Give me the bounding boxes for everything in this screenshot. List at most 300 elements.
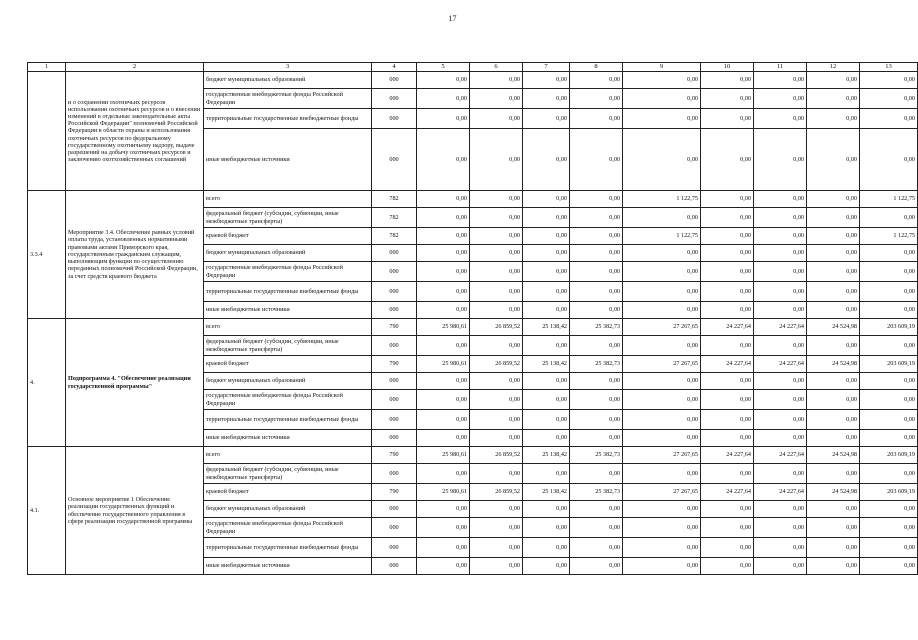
table-body bbox=[28, 72, 918, 575]
funding-source: краевой бюджет bbox=[204, 356, 372, 373]
amount-cell: 0,00 bbox=[470, 129, 523, 191]
amount-cell: 0,00 bbox=[523, 262, 570, 282]
amount-cell: 0,00 bbox=[470, 109, 523, 129]
amount-cell: 0,00 bbox=[701, 302, 754, 319]
amount-cell: 24 227,64 bbox=[701, 484, 754, 501]
amount-cell: 0,00 bbox=[701, 89, 754, 109]
amount-cell: 0,00 bbox=[860, 72, 918, 89]
amount-cell: 0,00 bbox=[623, 464, 701, 484]
amount-cell: 0,00 bbox=[754, 336, 807, 356]
column-header-13: 13 bbox=[860, 63, 918, 72]
amount-cell: 0,00 bbox=[417, 262, 470, 282]
budget-code: 790 bbox=[372, 356, 417, 373]
amount-cell: 0,00 bbox=[417, 282, 470, 302]
amount-cell: 0,00 bbox=[570, 558, 623, 575]
amount-cell: 0,00 bbox=[417, 410, 470, 430]
funding-source: территориальные государственные внебюджетные фонды bbox=[204, 109, 372, 129]
amount-cell: 0,00 bbox=[623, 430, 701, 447]
amount-cell: 24 227,64 bbox=[701, 356, 754, 373]
amount-cell: 0,00 bbox=[417, 109, 470, 129]
amount-cell: 0,00 bbox=[523, 129, 570, 191]
amount-cell: 0,00 bbox=[807, 501, 860, 518]
amount-cell: 25 382,73 bbox=[570, 447, 623, 464]
amount-cell: 0,00 bbox=[860, 390, 918, 410]
amount-cell: 1 122,75 bbox=[623, 191, 701, 208]
amount-cell: 0,00 bbox=[860, 558, 918, 575]
amount-cell: 0,00 bbox=[860, 129, 918, 191]
amount-cell: 0,00 bbox=[523, 410, 570, 430]
amount-cell: 0,00 bbox=[623, 410, 701, 430]
amount-cell: 0,00 bbox=[701, 373, 754, 390]
amount-cell: 0,00 bbox=[754, 245, 807, 262]
amount-cell: 24 227,64 bbox=[701, 447, 754, 464]
amount-cell: 0,00 bbox=[807, 191, 860, 208]
amount-cell: 0,00 bbox=[417, 373, 470, 390]
amount-cell: 26 859,52 bbox=[470, 484, 523, 501]
amount-cell: 0,00 bbox=[754, 410, 807, 430]
amount-cell: 203 609,19 bbox=[860, 319, 918, 336]
amount-cell: 0,00 bbox=[701, 191, 754, 208]
budget-code: 000 bbox=[372, 373, 417, 390]
amount-cell: 0,00 bbox=[860, 302, 918, 319]
budget-code: 000 bbox=[372, 518, 417, 538]
amount-cell: 0,00 bbox=[807, 430, 860, 447]
amount-cell: 25 980,61 bbox=[417, 484, 470, 501]
funding-source: территориальные государственные внебюджетные фонды bbox=[204, 538, 372, 558]
amount-cell: 0,00 bbox=[807, 72, 860, 89]
funding-source: краевой бюджет bbox=[204, 228, 372, 245]
amount-cell: 24 227,64 bbox=[754, 484, 807, 501]
amount-cell: 0,00 bbox=[807, 129, 860, 191]
budget-code: 000 bbox=[372, 464, 417, 484]
amount-cell: 0,00 bbox=[470, 89, 523, 109]
amount-cell: 0,00 bbox=[417, 129, 470, 191]
amount-cell: 0,00 bbox=[570, 464, 623, 484]
funding-source: всего bbox=[204, 447, 372, 464]
amount-cell: 0,00 bbox=[570, 208, 623, 228]
amount-cell: 0,00 bbox=[701, 518, 754, 538]
amount-cell: 1 122,75 bbox=[860, 191, 918, 208]
item-description: Основное мероприятие 1 Обеспечение реализации государственных функций и обеспечение государственного управления в сфере реализации государственной программы bbox=[66, 447, 204, 575]
amount-cell: 0,00 bbox=[860, 464, 918, 484]
amount-cell: 25 138,42 bbox=[523, 319, 570, 336]
amount-cell: 0,00 bbox=[470, 390, 523, 410]
amount-cell: 0,00 bbox=[623, 558, 701, 575]
amount-cell: 24 227,64 bbox=[754, 356, 807, 373]
amount-cell: 0,00 bbox=[470, 538, 523, 558]
amount-cell: 0,00 bbox=[754, 430, 807, 447]
amount-cell: 0,00 bbox=[470, 245, 523, 262]
amount-cell: 0,00 bbox=[807, 208, 860, 228]
amount-cell: 0,00 bbox=[470, 208, 523, 228]
amount-cell: 0,00 bbox=[570, 518, 623, 538]
amount-cell: 0,00 bbox=[417, 538, 470, 558]
amount-cell: 0,00 bbox=[754, 501, 807, 518]
amount-cell: 0,00 bbox=[570, 228, 623, 245]
funding-source: федеральный бюджет (субсидии, субвенции, иные межбюджетные трансферты) bbox=[204, 336, 372, 356]
amount-cell: 0,00 bbox=[860, 208, 918, 228]
funding-source: государственные внебюджетные фонды Российской Федерации bbox=[204, 518, 372, 538]
budget-code: 000 bbox=[372, 262, 417, 282]
amount-cell: 0,00 bbox=[570, 538, 623, 558]
amount-cell: 0,00 bbox=[417, 208, 470, 228]
amount-cell: 0,00 bbox=[623, 72, 701, 89]
amount-cell: 25 382,73 bbox=[570, 319, 623, 336]
amount-cell: 0,00 bbox=[570, 373, 623, 390]
funding-source: государственные внебюджетные фонды Российской Федерации bbox=[204, 390, 372, 410]
amount-cell: 0,00 bbox=[523, 538, 570, 558]
budget-code: 000 bbox=[372, 410, 417, 430]
amount-cell: 0,00 bbox=[807, 538, 860, 558]
column-header-7: 7 bbox=[523, 63, 570, 72]
amount-cell: 0,00 bbox=[523, 373, 570, 390]
amount-cell: 0,00 bbox=[523, 501, 570, 518]
amount-cell: 0,00 bbox=[623, 501, 701, 518]
column-header-11: 11 bbox=[754, 63, 807, 72]
funding-source: иные внебюджетные источники bbox=[204, 129, 372, 191]
table-row bbox=[28, 447, 918, 464]
amount-cell: 0,00 bbox=[623, 245, 701, 262]
amount-cell: 0,00 bbox=[807, 282, 860, 302]
budget-code: 000 bbox=[372, 558, 417, 575]
amount-cell: 0,00 bbox=[417, 390, 470, 410]
amount-cell: 25 382,73 bbox=[570, 356, 623, 373]
amount-cell: 0,00 bbox=[470, 282, 523, 302]
column-header-8: 8 bbox=[570, 63, 623, 72]
amount-cell: 0,00 bbox=[701, 336, 754, 356]
amount-cell: 0,00 bbox=[860, 410, 918, 430]
amount-cell: 0,00 bbox=[754, 72, 807, 89]
amount-cell: 0,00 bbox=[754, 109, 807, 129]
table-row bbox=[28, 319, 918, 336]
amount-cell: 0,00 bbox=[860, 262, 918, 282]
amount-cell: 0,00 bbox=[701, 538, 754, 558]
amount-cell: 0,00 bbox=[570, 282, 623, 302]
budget-code: 000 bbox=[372, 109, 417, 129]
amount-cell: 0,00 bbox=[754, 208, 807, 228]
amount-cell: 0,00 bbox=[417, 302, 470, 319]
item-index: 4.1. bbox=[28, 447, 66, 575]
amount-cell: 0,00 bbox=[623, 282, 701, 302]
amount-cell: 0,00 bbox=[523, 228, 570, 245]
amount-cell: 0,00 bbox=[623, 129, 701, 191]
amount-cell: 0,00 bbox=[470, 302, 523, 319]
funding-source: бюджет муниципальных образований bbox=[204, 245, 372, 262]
amount-cell: 0,00 bbox=[807, 245, 860, 262]
amount-cell: 0,00 bbox=[754, 558, 807, 575]
budget-code: 000 bbox=[372, 89, 417, 109]
item-description: и о сохранении охотничьих ресурсов использовании охотничьих ресурсов и о внесении изменений в отдельные законодательные акты Российской Федерации" полномочий Российской Федерации в области охраны и использования охотничьих ресурсов по федеральному государственному охотничьему надзору, выдаче разрешений на добычу охотничьих ресурсов и заключению охотхозяйственных соглашений bbox=[66, 72, 204, 191]
column-header-3: 3 bbox=[204, 63, 372, 72]
amount-cell: 1 122,75 bbox=[623, 228, 701, 245]
amount-cell: 26 859,52 bbox=[470, 356, 523, 373]
amount-cell: 0,00 bbox=[523, 191, 570, 208]
budget-code: 000 bbox=[372, 245, 417, 262]
budget-code: 790 bbox=[372, 319, 417, 336]
item-index: 3.3.4 bbox=[28, 191, 66, 319]
amount-cell: 0,00 bbox=[417, 501, 470, 518]
budget-code: 782 bbox=[372, 208, 417, 228]
header-row bbox=[28, 63, 918, 72]
amount-cell: 0,00 bbox=[807, 228, 860, 245]
amount-cell: 0,00 bbox=[417, 430, 470, 447]
funding-source: территориальные государственные внебюджетные фонды bbox=[204, 282, 372, 302]
budget-code: 000 bbox=[372, 501, 417, 518]
funding-source: бюджет муниципальных образований bbox=[204, 373, 372, 390]
budget-code: 000 bbox=[372, 336, 417, 356]
amount-cell: 0,00 bbox=[523, 72, 570, 89]
item-description: Подпрограмма 4. "Обеспечение реализации государственной программы" bbox=[66, 319, 204, 447]
amount-cell: 25 382,73 bbox=[570, 484, 623, 501]
amount-cell: 0,00 bbox=[470, 262, 523, 282]
amount-cell: 0,00 bbox=[701, 129, 754, 191]
amount-cell: 27 267,65 bbox=[623, 484, 701, 501]
amount-cell: 0,00 bbox=[754, 373, 807, 390]
amount-cell: 0,00 bbox=[754, 282, 807, 302]
amount-cell: 0,00 bbox=[623, 538, 701, 558]
budget-code: 790 bbox=[372, 484, 417, 501]
budget-code: 000 bbox=[372, 390, 417, 410]
amount-cell: 0,00 bbox=[860, 109, 918, 129]
amount-cell: 0,00 bbox=[754, 129, 807, 191]
column-header-1: 1 bbox=[28, 63, 66, 72]
amount-cell: 0,00 bbox=[470, 464, 523, 484]
amount-cell: 0,00 bbox=[523, 109, 570, 129]
amount-cell: 0,00 bbox=[701, 262, 754, 282]
amount-cell: 0,00 bbox=[523, 336, 570, 356]
amount-cell: 0,00 bbox=[701, 208, 754, 228]
amount-cell: 0,00 bbox=[523, 302, 570, 319]
amount-cell: 0,00 bbox=[860, 373, 918, 390]
amount-cell: 0,00 bbox=[701, 282, 754, 302]
amount-cell: 0,00 bbox=[523, 558, 570, 575]
funding-source: иные внебюджетные источники bbox=[204, 430, 372, 447]
amount-cell: 0,00 bbox=[807, 390, 860, 410]
amount-cell: 0,00 bbox=[701, 72, 754, 89]
amount-cell: 0,00 bbox=[570, 89, 623, 109]
funding-source: иные внебюджетные источники bbox=[204, 558, 372, 575]
amount-cell: 0,00 bbox=[807, 373, 860, 390]
amount-cell: 0,00 bbox=[470, 501, 523, 518]
amount-cell: 0,00 bbox=[701, 228, 754, 245]
amount-cell: 0,00 bbox=[623, 518, 701, 538]
budget-table bbox=[27, 62, 918, 575]
amount-cell: 0,00 bbox=[701, 390, 754, 410]
amount-cell: 0,00 bbox=[570, 72, 623, 89]
amount-cell: 0,00 bbox=[417, 518, 470, 538]
budget-code: 000 bbox=[372, 430, 417, 447]
amount-cell: 0,00 bbox=[860, 430, 918, 447]
budget-code: 000 bbox=[372, 72, 417, 89]
amount-cell: 24 524,98 bbox=[807, 319, 860, 336]
amount-cell: 0,00 bbox=[470, 518, 523, 538]
budget-code: 790 bbox=[372, 447, 417, 464]
amount-cell: 25 980,61 bbox=[417, 447, 470, 464]
funding-source: федеральный бюджет (субсидии, субвенции, иные межбюджетные трансферты) bbox=[204, 208, 372, 228]
amount-cell: 0,00 bbox=[860, 336, 918, 356]
amount-cell: 0,00 bbox=[807, 410, 860, 430]
page-number: 17 bbox=[448, 14, 457, 23]
amount-cell: 24 227,64 bbox=[701, 319, 754, 336]
amount-cell: 27 267,65 bbox=[623, 356, 701, 373]
item-description: Мероприятие 3.4. Обеспечение равных условий оплаты труда, установленных нормативными правовыми актами Приморского края, государственным гражданским служащим, выполняющим функции по осуществлению переданных полномочий Российской Федерации, за счет средств краевого бюджета bbox=[66, 191, 204, 319]
amount-cell: 25 138,42 bbox=[523, 484, 570, 501]
column-header-4: 4 bbox=[372, 63, 417, 72]
amount-cell: 0,00 bbox=[570, 430, 623, 447]
amount-cell: 0,00 bbox=[470, 228, 523, 245]
amount-cell: 0,00 bbox=[417, 558, 470, 575]
amount-cell: 0,00 bbox=[701, 558, 754, 575]
funding-source: краевой бюджет bbox=[204, 484, 372, 501]
amount-cell: 0,00 bbox=[570, 191, 623, 208]
amount-cell: 0,00 bbox=[754, 89, 807, 109]
amount-cell: 0,00 bbox=[417, 464, 470, 484]
amount-cell: 0,00 bbox=[807, 558, 860, 575]
amount-cell: 0,00 bbox=[754, 390, 807, 410]
amount-cell: 0,00 bbox=[417, 191, 470, 208]
amount-cell: 0,00 bbox=[754, 262, 807, 282]
amount-cell: 26 859,52 bbox=[470, 447, 523, 464]
amount-cell: 0,00 bbox=[623, 262, 701, 282]
item-index bbox=[28, 72, 66, 191]
item-index: 4. bbox=[28, 319, 66, 447]
amount-cell: 24 227,64 bbox=[754, 447, 807, 464]
amount-cell: 0,00 bbox=[754, 228, 807, 245]
amount-cell: 0,00 bbox=[807, 336, 860, 356]
column-header-5: 5 bbox=[417, 63, 470, 72]
amount-cell: 0,00 bbox=[523, 282, 570, 302]
amount-cell: 0,00 bbox=[701, 501, 754, 518]
amount-cell: 0,00 bbox=[754, 464, 807, 484]
amount-cell: 0,00 bbox=[860, 282, 918, 302]
amount-cell: 0,00 bbox=[570, 129, 623, 191]
column-header-2: 2 bbox=[66, 63, 204, 72]
amount-cell: 24 227,64 bbox=[754, 319, 807, 336]
budget-code: 000 bbox=[372, 538, 417, 558]
amount-cell: 0,00 bbox=[860, 538, 918, 558]
amount-cell: 0,00 bbox=[523, 245, 570, 262]
funding-source: бюджет муниципальных образований bbox=[204, 501, 372, 518]
amount-cell: 203 609,19 bbox=[860, 484, 918, 501]
amount-cell: 0,00 bbox=[623, 390, 701, 410]
amount-cell: 0,00 bbox=[807, 464, 860, 484]
funding-source: государственные внебюджетные фонды Российской Федерации bbox=[204, 262, 372, 282]
amount-cell: 0,00 bbox=[701, 410, 754, 430]
amount-cell: 0,00 bbox=[470, 410, 523, 430]
funding-source: всего bbox=[204, 319, 372, 336]
amount-cell: 0,00 bbox=[570, 336, 623, 356]
amount-cell: 0,00 bbox=[470, 373, 523, 390]
amount-cell: 0,00 bbox=[623, 336, 701, 356]
amount-cell: 0,00 bbox=[470, 336, 523, 356]
budget-code: 782 bbox=[372, 228, 417, 245]
amount-cell: 0,00 bbox=[623, 109, 701, 129]
funding-source: государственные внебюджетные фонды Российской Федерации bbox=[204, 89, 372, 109]
amount-cell: 0,00 bbox=[807, 518, 860, 538]
budget-code: 782 bbox=[372, 191, 417, 208]
amount-cell: 0,00 bbox=[417, 72, 470, 89]
amount-cell: 0,00 bbox=[470, 191, 523, 208]
amount-cell: 1 122,75 bbox=[860, 228, 918, 245]
amount-cell: 0,00 bbox=[623, 89, 701, 109]
amount-cell: 24 524,98 bbox=[807, 484, 860, 501]
amount-cell: 0,00 bbox=[701, 245, 754, 262]
amount-cell: 0,00 bbox=[523, 390, 570, 410]
amount-cell: 0,00 bbox=[623, 373, 701, 390]
funding-source: всего bbox=[204, 191, 372, 208]
amount-cell: 0,00 bbox=[417, 89, 470, 109]
amount-cell: 0,00 bbox=[523, 518, 570, 538]
amount-cell: 0,00 bbox=[623, 208, 701, 228]
amount-cell: 0,00 bbox=[523, 89, 570, 109]
funding-source: иные внебюджетные источники bbox=[204, 302, 372, 319]
funding-source: бюджет муниципальных образований bbox=[204, 72, 372, 89]
amount-cell: 0,00 bbox=[523, 208, 570, 228]
amount-cell: 0,00 bbox=[701, 430, 754, 447]
amount-cell: 0,00 bbox=[754, 302, 807, 319]
amount-cell: 0,00 bbox=[523, 464, 570, 484]
budget-code: 000 bbox=[372, 282, 417, 302]
column-header-12: 12 bbox=[807, 63, 860, 72]
amount-cell: 0,00 bbox=[807, 302, 860, 319]
amount-cell: 0,00 bbox=[570, 501, 623, 518]
amount-cell: 27 267,65 bbox=[623, 319, 701, 336]
amount-cell: 0,00 bbox=[470, 72, 523, 89]
amount-cell: 0,00 bbox=[754, 538, 807, 558]
amount-cell: 0,00 bbox=[570, 390, 623, 410]
amount-cell: 0,00 bbox=[417, 245, 470, 262]
amount-cell: 0,00 bbox=[860, 245, 918, 262]
amount-cell: 0,00 bbox=[417, 228, 470, 245]
budget-code: 000 bbox=[372, 129, 417, 191]
column-header-6: 6 bbox=[470, 63, 523, 72]
amount-cell: 24 524,98 bbox=[807, 447, 860, 464]
amount-cell: 25 138,42 bbox=[523, 356, 570, 373]
amount-cell: 0,00 bbox=[570, 245, 623, 262]
funding-source: федеральный бюджет (субсидии, субвенции, иные межбюджетные трансферты) bbox=[204, 464, 372, 484]
amount-cell: 25 980,61 bbox=[417, 356, 470, 373]
amount-cell: 0,00 bbox=[570, 262, 623, 282]
amount-cell: 25 138,42 bbox=[523, 447, 570, 464]
amount-cell: 0,00 bbox=[470, 430, 523, 447]
amount-cell: 26 859,52 bbox=[470, 319, 523, 336]
amount-cell: 0,00 bbox=[570, 109, 623, 129]
amount-cell: 0,00 bbox=[754, 518, 807, 538]
amount-cell: 24 524,98 bbox=[807, 356, 860, 373]
budget-code: 000 bbox=[372, 302, 417, 319]
amount-cell: 0,00 bbox=[701, 109, 754, 129]
amount-cell: 0,00 bbox=[807, 109, 860, 129]
amount-cell: 0,00 bbox=[470, 558, 523, 575]
funding-source: территориальные государственные внебюджетные фонды bbox=[204, 410, 372, 430]
amount-cell: 0,00 bbox=[860, 518, 918, 538]
amount-cell: 0,00 bbox=[807, 89, 860, 109]
amount-cell: 203 609,19 bbox=[860, 447, 918, 464]
amount-cell: 0,00 bbox=[570, 302, 623, 319]
amount-cell: 0,00 bbox=[570, 410, 623, 430]
amount-cell: 0,00 bbox=[623, 302, 701, 319]
amount-cell: 0,00 bbox=[701, 464, 754, 484]
amount-cell: 0,00 bbox=[807, 262, 860, 282]
amount-cell: 0,00 bbox=[523, 430, 570, 447]
amount-cell: 0,00 bbox=[417, 336, 470, 356]
amount-cell: 0,00 bbox=[860, 89, 918, 109]
amount-cell: 0,00 bbox=[754, 191, 807, 208]
table-row bbox=[28, 191, 918, 208]
table-row bbox=[28, 72, 918, 89]
amount-cell: 25 980,61 bbox=[417, 319, 470, 336]
column-header-10: 10 bbox=[701, 63, 754, 72]
